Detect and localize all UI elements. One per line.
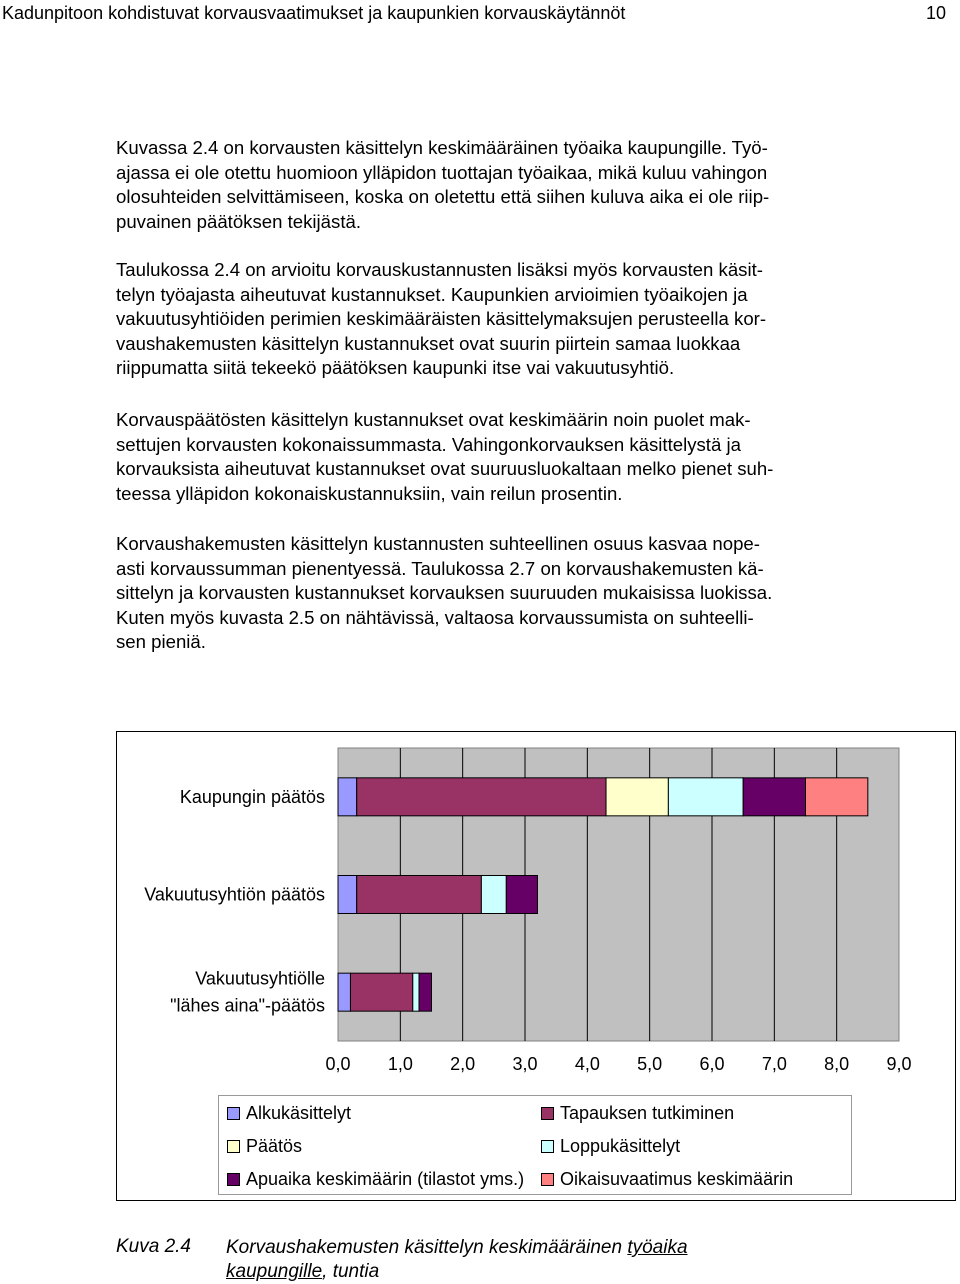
running-header-title: Kadunpitoon kohdistuvat korvausvaatimukset ja kaupunkien korvauskäytännöt — [2, 3, 626, 23]
legend-item — [227, 1102, 351, 1124]
page-number: 10 — [925, 3, 946, 23]
legend-swatch — [541, 1107, 554, 1120]
legend-label: Oikaisuvaatimus keskimäärin — [560, 1169, 794, 1189]
bar-segment — [350, 973, 412, 1011]
caption-line-2 — [226, 1260, 688, 1284]
bar-segment — [481, 876, 506, 914]
x-tick-label: 1,0 — [387, 1054, 413, 1074]
bar-segment — [743, 778, 805, 816]
x-tick-label: 8,0 — [824, 1054, 850, 1074]
paragraph-3 — [116, 408, 896, 506]
x-tick-label: 4,0 — [574, 1054, 600, 1074]
x-tick-label: 5,0 — [637, 1054, 663, 1074]
text-line: Korvauspäätösten käsittelyn kustannukset ovat keskimäärin noin puolet mak- — [116, 409, 751, 430]
figure-caption-label: Kuva 2.4 — [116, 1236, 191, 1257]
x-tick-label: 2,0 — [450, 1054, 476, 1074]
legend-label: Alkukäsittelyt — [246, 1103, 352, 1123]
caption-line-1 — [226, 1236, 688, 1260]
category-label: Vakuutusyhtiön päätös — [144, 884, 325, 905]
x-tick-label: 0,0 — [325, 1054, 351, 1074]
caption-text-part: , tuntia — [322, 1261, 380, 1282]
legend-swatch — [541, 1173, 554, 1186]
legend-swatch — [227, 1140, 240, 1153]
legend-swatch — [227, 1107, 240, 1120]
legend-label: Tapauksen tutkiminen — [560, 1103, 735, 1123]
legend-label: Loppukäsittelyt — [560, 1136, 681, 1156]
bar-segment — [806, 778, 868, 816]
caption-underlined-part: työaika — [627, 1237, 688, 1258]
category-label: Kaupungin päätös — [179, 786, 325, 807]
text-line: sittelyn ja korvausten kustannukset korvauksen suuruuden mukaisissa luokissa. — [116, 582, 773, 603]
paragraph-1 — [116, 136, 896, 234]
legend-item — [227, 1168, 524, 1190]
x-tick-label: 7,0 — [761, 1054, 787, 1074]
legend-item — [227, 1135, 302, 1157]
category-label: "lähes aina"-päätös — [170, 995, 325, 1016]
x-tick-label: 6,0 — [699, 1054, 725, 1074]
text-line: puvainen päätöksen tekijästä. — [116, 210, 361, 232]
bar-segment — [606, 778, 668, 816]
text-line: asti korvaussumman pienentyessä. Taulukossa 2.7 on korvaushakemusten kä- — [116, 557, 764, 579]
chart-legend — [218, 1095, 852, 1195]
text-line: korvauksista aiheutuvat kustannukset ovat suuruusluokaltaan melko pienet suh- — [116, 458, 774, 479]
text-line: Kuvassa 2.4 on korvausten käsittelyn keskimääräinen työaika kaupungille. Työ- — [116, 137, 768, 158]
caption-text-part: Korvaushakemusten käsittelyn keskimääräinen — [226, 1237, 628, 1258]
bar-segment — [668, 778, 743, 816]
category-label: Vakuutusyhtiölle — [195, 968, 325, 989]
text-line: sen pieniä. — [116, 631, 206, 652]
paragraph-2 — [116, 258, 896, 381]
legend-item — [541, 1168, 793, 1190]
legend-label: Päätös — [246, 1136, 303, 1156]
x-tick-label: 9,0 — [886, 1054, 912, 1074]
legend-item — [541, 1102, 734, 1124]
x-tick-label: 3,0 — [512, 1054, 538, 1074]
bar-segment — [419, 973, 431, 1011]
legend-label: Apuaika keskimäärin (tilastot yms.) — [246, 1169, 525, 1189]
bar-segment — [413, 973, 419, 1011]
legend-swatch — [227, 1173, 240, 1186]
text-line: teessa ylläpidon kokonaiskustannuksiin, vain reilun prosentin. — [116, 482, 623, 504]
bar-segment — [506, 876, 537, 914]
text-line: Korvaushakemusten käsittelyn kustannusten suhteellinen osuus kasvaa nope- — [116, 533, 760, 554]
text-line: riippumatta siitä tekeekö päätöksen kaupunki itse vai vakuutusyhtiö. — [116, 357, 675, 378]
text-line: vaushakemusten käsittelyn kustannukset ovat suurin piirtein samaa luokkaa — [116, 332, 741, 354]
text-line: Taulukossa 2.4 on arvioitu korvauskustannusten lisäksi myös korvausten käsit- — [116, 259, 763, 280]
legend-swatch — [541, 1140, 554, 1153]
bar-segment — [357, 876, 482, 914]
figure-caption-text — [226, 1236, 688, 1284]
text-line: settujen korvausten kokonaissummasta. Vahingonkorvauksen käsittelystä ja — [116, 433, 741, 455]
bar-segment — [357, 778, 606, 816]
bar-segment — [338, 876, 357, 914]
paragraph-4 — [116, 532, 896, 655]
legend-item — [541, 1135, 680, 1157]
bar-segment — [338, 778, 357, 816]
bar-segment — [338, 973, 350, 1011]
text-line: vakuutusyhtiöiden perimien keskimääräisten käsittelymaksujen perusteella kor- — [116, 308, 767, 329]
caption-underlined-part: kaupungille — [226, 1261, 323, 1282]
text-line: olosuhteiden selvittämiseen, koska on oletettu että siihen kuluva aika ei ole riip- — [116, 186, 770, 207]
text-line: ajassa ei ole otettu huomioon ylläpidon tuottajan työaikaa, mikä kuluu vahingon — [116, 161, 768, 183]
text-line: telyn työajasta aiheutuvat kustannukset. Kaupunkien arvioimien työaikojen ja — [116, 283, 748, 305]
text-line: Kuten myös kuvasta 2.5 on nähtävissä, valtaosa korvaussumista on suhteelli- — [116, 606, 754, 628]
